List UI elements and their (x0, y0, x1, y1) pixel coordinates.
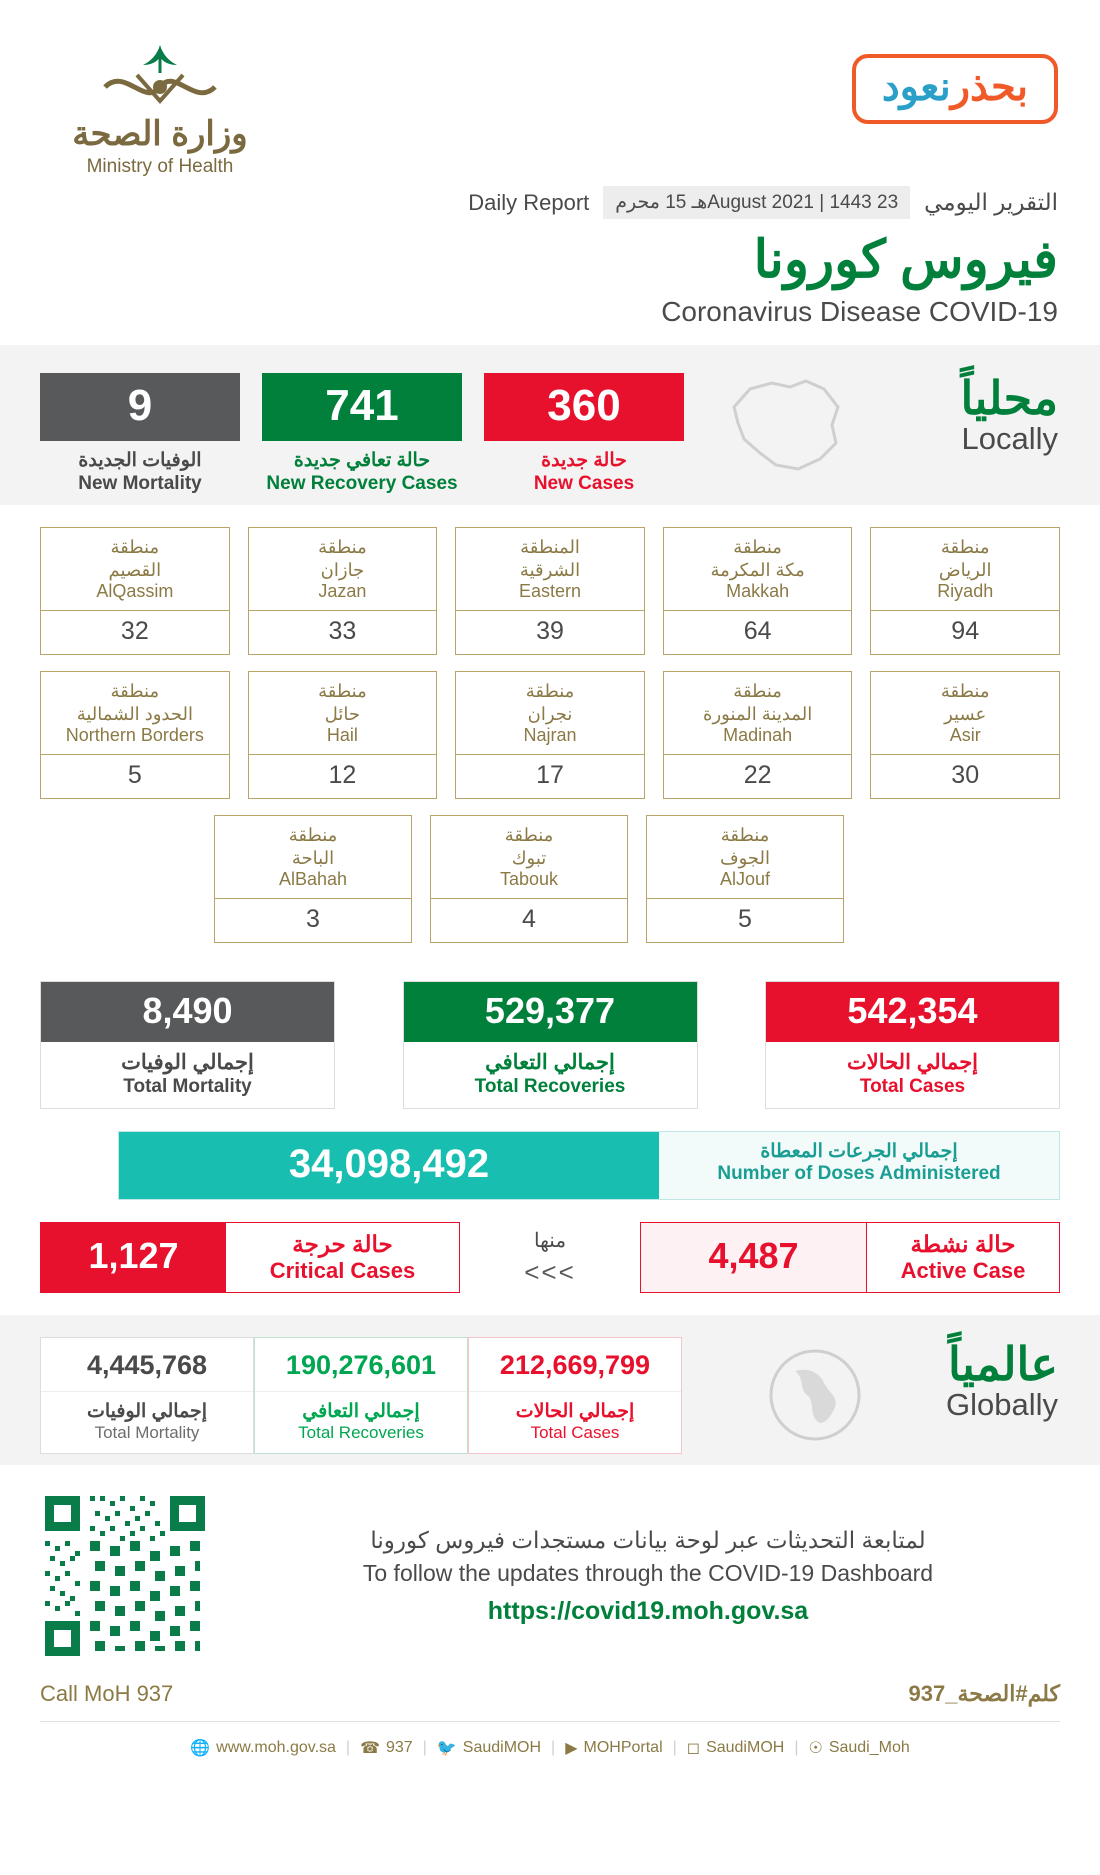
kpi-new-recoveries-value: 741 (262, 373, 462, 441)
critical-active-row (0, 1200, 1100, 1293)
local-totals-row (0, 965, 1100, 1109)
region-name-en: Hail (326, 725, 358, 745)
critical-cases-value: 1,127 (41, 1223, 226, 1292)
instagram-icon: ◻ (686, 1740, 701, 1757)
region-card-alqassim (40, 527, 230, 655)
global-total-cases-card (468, 1337, 682, 1454)
youtube-icon: ▶ (565, 1740, 578, 1757)
doses-value: 34,098,492 (119, 1132, 659, 1199)
critical-cases-label-en: Critical Cases (269, 1258, 416, 1283)
kpi-new-recoveries-label-en: New Recovery Cases (266, 473, 458, 494)
global-total-recoveries-value: 190,276,601 (285, 1350, 437, 1380)
total-cases-card (765, 981, 1060, 1109)
total-mortality-value: 8,490 (41, 982, 334, 1042)
globe-icon: 🌐 (190, 1740, 211, 1757)
region-name-en: Northern Borders (65, 725, 204, 745)
total-recoveries-label-en: Total Recoveries (474, 1076, 626, 1097)
region-value: 30 (871, 754, 1059, 798)
social-website-label: www.moh.gov.sa (216, 1739, 336, 1756)
divider: | (422, 1739, 427, 1756)
global-heading-en: Globally (946, 1387, 1058, 1422)
campaign-label-part2: بحذر (950, 65, 1028, 109)
regions-row-2 (40, 671, 1060, 799)
region-name-en: AlBahah (278, 869, 348, 889)
local-heading-ar: محلياً (960, 372, 1058, 424)
daily-report-label-en: Daily Report (468, 189, 590, 215)
moh-logo-arabic: وزارة الصحة (72, 115, 248, 153)
global-total-mortality-value: 4,445,768 (86, 1350, 208, 1380)
moh-palm-swords-logo-icon (40, 40, 280, 110)
region-value: 12 (249, 754, 437, 798)
total-recoveries-card (403, 981, 698, 1109)
region-name-en: Asir (949, 725, 981, 745)
region-name-ar: منطقة القصيم (108, 537, 162, 580)
region-card-makkah (663, 527, 853, 655)
local-kpi-row (40, 373, 684, 495)
region-name-ar: منطقة الجوف (719, 825, 771, 868)
region-card-eastern (455, 527, 645, 655)
region-card-northern-borders (40, 671, 230, 799)
global-total-cases-label-en: Total Cases (530, 1423, 620, 1442)
follow-label-ar: لمتابعة التحديثات عبر لوحة بيانات مستجدات فيروس كورونا (370, 1526, 926, 1553)
moh-logo-english: Ministry of Health (86, 156, 234, 177)
total-mortality-card (40, 981, 335, 1109)
daily-report-label-ar: التقرير اليومي (924, 189, 1058, 215)
global-total-mortality-label-en: Total Mortality (94, 1423, 200, 1442)
region-name-ar: منطقة الرياض (938, 537, 992, 580)
call-moh-label: Call MoH 937 (40, 1681, 174, 1706)
social-instagram[interactable] (687, 1738, 785, 1758)
region-name-ar: منطقة حائل (318, 681, 367, 724)
active-cases-value: 4,487 (641, 1223, 866, 1292)
global-section (0, 1315, 1100, 1465)
social-twitter-label: SaudiMOH (462, 1739, 542, 1756)
global-total-mortality-card (40, 1337, 254, 1454)
globe-icon (765, 1345, 865, 1445)
region-name-en: Madinah (723, 725, 793, 745)
region-card-hail (248, 671, 438, 799)
local-heading (961, 371, 1058, 457)
region-card-najran (455, 671, 645, 799)
region-value: 94 (871, 610, 1059, 654)
kpi-new-recoveries-label-ar: حالة تعافي جديدة (293, 450, 431, 471)
page-title-ar: فيروس كورونا (753, 231, 1058, 289)
region-card-asir (870, 671, 1060, 799)
region-value: 4 (431, 898, 627, 942)
social-twitter[interactable] (437, 1738, 541, 1758)
doses-label-ar: إجمالي الجرعات المعطاة (760, 1141, 958, 1162)
social-snapchat[interactable] (808, 1738, 909, 1758)
social-links-bar (0, 1722, 1100, 1780)
local-section (0, 345, 1100, 505)
global-total-mortality-label-ar: إجمالي الوفيات (41, 1391, 253, 1423)
region-name-ar: منطقة جازان (318, 537, 367, 580)
total-cases-label-en: Total Cases (859, 1076, 966, 1097)
region-name-ar: منطقة نجران (525, 681, 575, 724)
critical-cases-labels (226, 1223, 459, 1292)
social-youtube-label: MOHPortal (583, 1739, 663, 1756)
region-name-en: Makkah (726, 581, 790, 601)
region-card-aljouf (646, 815, 844, 943)
total-cases-value: 542,354 (766, 982, 1059, 1042)
page-title-en: Coronavirus Disease COVID-19 (661, 296, 1058, 327)
region-name-en: AlJouf (719, 869, 771, 889)
region-value: 33 (249, 610, 437, 654)
regions-grid (0, 505, 1100, 965)
global-total-cases-label-ar: إجمالي الحالات (469, 1391, 681, 1423)
divider: | (551, 1739, 556, 1756)
region-card-jazan (248, 527, 438, 655)
follow-text-block (236, 1527, 1060, 1626)
region-name-ar: منطقة مكة المكرمة (710, 537, 805, 580)
region-card-madinah (663, 671, 853, 799)
kpi-new-cases (484, 373, 684, 495)
region-card-albahah (214, 815, 412, 943)
region-name-en: Eastern (518, 581, 582, 601)
total-cases-label-ar: إجمالي الحالات (846, 1051, 979, 1074)
region-value: 5 (41, 754, 229, 798)
contact-row (0, 1671, 1100, 1721)
region-name-ar: المنطقة الشرقية (519, 537, 581, 580)
kpi-new-mortality (40, 373, 240, 495)
region-name-ar: منطقة الباحة (288, 825, 338, 868)
region-name-en: AlQassim (96, 581, 174, 601)
divider: | (794, 1739, 799, 1756)
region-name-ar: منطقة الحدود الشمالية (76, 681, 193, 724)
of-which-indicator (460, 1228, 640, 1288)
critical-cases-card (40, 1222, 460, 1293)
social-phone-label: 937 (386, 1739, 413, 1756)
total-mortality-label-en: Total Mortality (123, 1076, 252, 1097)
global-heading-ar: عالمياً (948, 1338, 1058, 1390)
region-card-tabouk (430, 815, 628, 943)
phone-icon: ☎ (360, 1740, 380, 1757)
region-card-riyadh (870, 527, 1060, 655)
total-recoveries-label-ar: إجمالي التعافي (485, 1051, 615, 1074)
regions-row-1 (40, 527, 1060, 655)
region-value: 17 (456, 754, 644, 798)
global-cards-row (40, 1337, 1060, 1454)
campaign-label-part1: نعود (881, 65, 951, 109)
daily-report-meta (468, 186, 1058, 219)
region-name-en: Najran (523, 725, 577, 745)
twitter-icon: 🐦 (436, 1740, 457, 1757)
of-which-label-ar: منها (533, 1229, 567, 1252)
regions-row-3 (40, 815, 1060, 943)
region-name-en: Tabouk (499, 869, 559, 889)
dashboard-link-section (0, 1465, 1100, 1671)
kpi-new-cases-label-ar: حالة جديدة (541, 450, 627, 471)
kpi-new-mortality-label-en: New Mortality (78, 473, 202, 494)
social-snapchat-label: Saudi_Moh (828, 1739, 910, 1756)
social-instagram-label: SaudiMOH (706, 1739, 785, 1756)
divider: | (345, 1739, 351, 1756)
global-total-recoveries-label-ar: إجمالي التعافي (255, 1391, 467, 1423)
region-value: 32 (41, 610, 229, 654)
global-total-recoveries-card (254, 1337, 468, 1454)
divider: | (672, 1739, 677, 1756)
active-cases-label-en: Active Case (900, 1258, 1026, 1283)
region-value: 3 (215, 898, 411, 942)
social-website[interactable] (190, 1738, 336, 1758)
region-name-ar: منطقة عسير (940, 681, 990, 724)
kpi-new-recoveries (262, 373, 462, 495)
doses-label-en: Number of Doses Administered (717, 1163, 1001, 1184)
kpi-new-cases-label-en: New Cases (533, 473, 635, 494)
active-cases-labels (866, 1223, 1059, 1292)
report-date: 23 August 2021 | 1443هـ 15 محرم (603, 186, 910, 219)
global-total-recoveries-label-en: Total Recoveries (298, 1423, 424, 1442)
global-total-cases-value: 212,669,799 (499, 1350, 651, 1380)
region-name-ar: منطقة تبوك (504, 825, 554, 868)
critical-cases-label-ar: حالة حرجة (292, 1231, 393, 1257)
local-heading-en: Locally (961, 421, 1058, 456)
social-youtube[interactable] (565, 1738, 662, 1758)
active-cases-card (640, 1222, 1060, 1293)
chevron-left-icon: <<< (524, 1256, 576, 1287)
saudi-arabia-map-icon (720, 373, 850, 478)
region-value: 64 (664, 610, 852, 654)
social-phone[interactable] (360, 1738, 413, 1758)
dashboard-url-link[interactable]: https://covid19.moh.gov.sa (487, 1596, 809, 1625)
kpi-new-mortality-label-ar: الوفيات الجديدة (78, 450, 202, 471)
doses-administered-card (118, 1131, 1060, 1200)
kpi-new-mortality-value: 9 (40, 373, 240, 441)
report-header (0, 0, 1100, 345)
campaign-badge (852, 54, 1058, 124)
doses-labels (659, 1132, 1059, 1199)
region-value: 39 (456, 610, 644, 654)
moh-logo (40, 40, 280, 178)
region-name-ar: منطقة المدينة المنورة (703, 681, 813, 724)
global-heading (946, 1337, 1058, 1423)
region-value: 5 (647, 898, 843, 942)
region-value: 22 (664, 754, 852, 798)
qr-code-icon[interactable] (40, 1491, 210, 1661)
active-cases-label-ar: حالة نشطة (910, 1231, 1016, 1257)
region-name-en: Riyadh (937, 581, 994, 601)
total-mortality-label-ar: إجمالي الوفيات (121, 1051, 254, 1074)
follow-label-en: To follow the updates through the COVID-19 Dashboard (362, 1559, 934, 1586)
total-recoveries-value: 529,377 (404, 982, 697, 1042)
hashtag-label-ar: كلم#الصحة_937 (908, 1681, 1060, 1706)
snapchat-icon: ☉ (808, 1740, 823, 1757)
region-name-en: Jazan (318, 581, 367, 601)
kpi-new-cases-value: 360 (484, 373, 684, 441)
